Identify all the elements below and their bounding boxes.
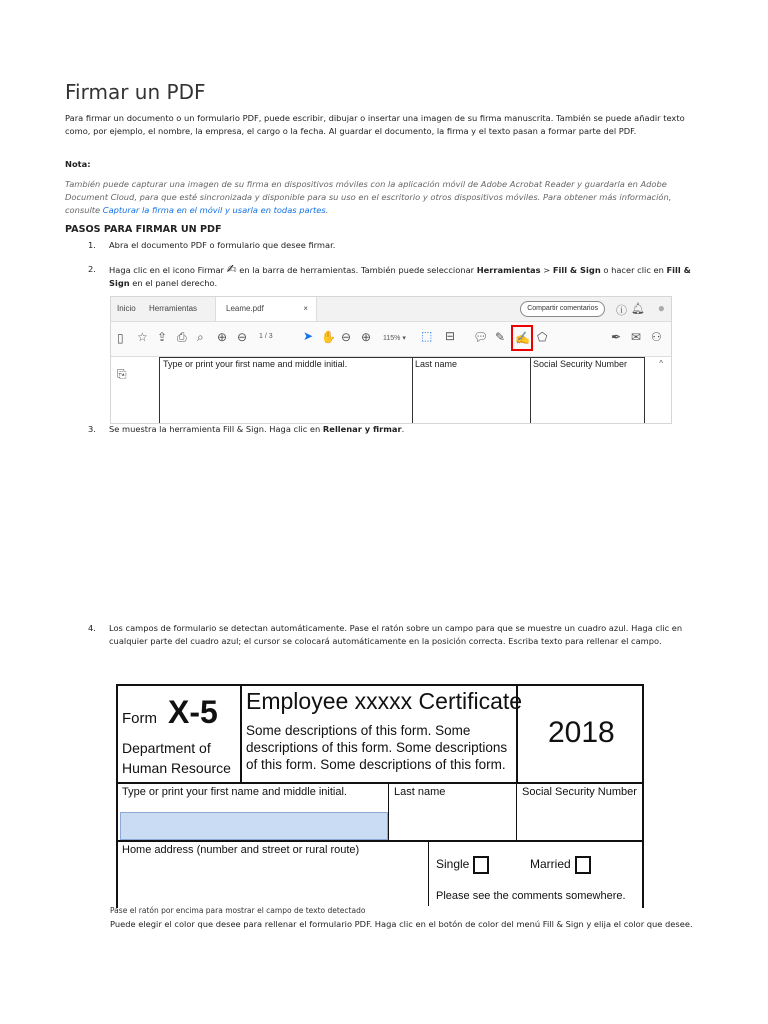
step-4: 4. Los campos de formulario se detectan automáticamente. Pase el ratón sobre un campo para que se muestre un cuadro azul. Haga clic en cualquier parte del cuadro azul; el cursor se colocará automáticamente en la posición correcta. Escriba texto para rellenar el campo. — [88, 623, 683, 646]
hand-icon[interactable]: ✋ — [321, 330, 336, 344]
acrobat-last-name-cell: Last name — [412, 357, 531, 424]
form-number: X-5 — [168, 694, 218, 730]
zoom-search-icon[interactable]: ⌕ — [197, 330, 204, 344]
scroll-up-icon[interactable]: ^ — [659, 359, 663, 368]
ssn-label: Social Security Number — [522, 786, 637, 798]
page-up-icon[interactable]: ⊕ — [217, 330, 228, 344]
acrobat-ssn-cell: Social Security Number — [533, 359, 628, 369]
upload-icon[interactable]: ⇪ — [157, 330, 168, 344]
stamp-icon[interactable]: ⬠ — [537, 330, 548, 344]
form-word: Form — [122, 710, 157, 727]
acrobat-tab-bar — [111, 297, 671, 322]
select-arrow-icon[interactable]: ➤ — [303, 329, 314, 343]
form-heading: Employee xxxxx Certificate — [246, 688, 523, 714]
page-icon[interactable]: ▯ — [117, 331, 124, 345]
married-checkbox[interactable] — [575, 856, 591, 874]
bell-icon[interactable]: 🔔︎ — [631, 303, 645, 315]
mobile-signature-link[interactable]: Capturar la firma en el móvil y usarla en todas partes — [102, 205, 326, 215]
married-option: Married — [530, 856, 591, 874]
acrobat-document-view — [111, 357, 671, 423]
form-year: 2018 — [548, 716, 615, 749]
first-name-field[interactable] — [120, 812, 388, 840]
star-icon[interactable]: ☆ — [137, 330, 148, 344]
acrobat-form-preview — [159, 357, 645, 423]
tab-tools[interactable]: Herramientas — [149, 304, 198, 313]
keyboard-icon[interactable]: ⊟ — [445, 329, 456, 343]
tab-home[interactable]: Inicio — [117, 304, 136, 313]
first-name-label: Type or print your first name and middle initial. — [122, 786, 347, 798]
account-icon[interactable]: ● — [657, 301, 665, 315]
close-tab-icon[interactable]: × — [303, 304, 308, 313]
fill-sign-icon[interactable]: ✒ — [611, 330, 622, 344]
sign-pen-icon: ✍ — [226, 262, 237, 276]
comment-icon[interactable]: 💬︎ — [473, 330, 489, 344]
mail-icon[interactable]: ✉ — [631, 330, 642, 344]
page-down-icon[interactable]: ⊖ — [237, 330, 248, 344]
note-label: Nota: — [65, 159, 91, 169]
step-1: 1. Abra el documento PDF o formulario que desee firmar. — [88, 240, 336, 250]
acrobat-screenshot — [110, 296, 672, 424]
sign-icon[interactable]: ✍ — [515, 331, 530, 345]
employee-form-sample — [110, 670, 644, 906]
last-name-label: Last name — [394, 786, 446, 798]
acrobat-first-name-cell: Type or print your first name and middle initial. — [160, 357, 413, 424]
section-title: PASOS PARA FIRMAR UN PDF — [65, 224, 222, 235]
fit-page-icon[interactable]: ⬚ — [421, 329, 433, 343]
zoom-out-icon[interactable]: ⊖ — [341, 330, 352, 344]
single-option: Single — [436, 856, 489, 874]
department-label: Department of Human Resource — [122, 740, 231, 776]
note-paragraph: También puede capturar una imagen de su firma en dispositivos móviles con la aplicación móvil de Adobe Acrobat Reader y guardarla en Adobe Document Cloud, para que esté sincronizada y disponible para su uso en el escritorio y otros dispositivos móviles. Para obtener más información, consulte Capturar la firma en el móvil y usarla en todas partes. — [65, 179, 672, 215]
print-icon[interactable]: ⎙ — [177, 330, 187, 344]
tab-file[interactable]: Leame.pdf × — [215, 297, 317, 321]
share-comments-button[interactable]: Compartir comentarios — [520, 301, 605, 317]
comments-note: Please see the comments somewhere. — [436, 890, 626, 902]
add-user-icon[interactable]: ⚇ — [651, 330, 662, 344]
home-address-label: Home address (number and street or rural route) — [122, 844, 360, 856]
step-3: 3. Se muestra la herramienta Fill & Sign. Haga clic en Rellenar y firmar. — [88, 424, 405, 434]
zoom-level-select[interactable]: 115% ▾ — [383, 335, 406, 342]
color-paragraph: Puede elegir el color que desee para rellenar el formulario PDF. Haga clic en el botón de color del menú Fill & Sign y elija el color que desee. — [110, 919, 693, 929]
step-2: 2. Haga clic en el icono Firmar ✍ en la barra de herramientas. También puede seleccionar Herramientas > Fill & Sign o hacer clic en Fill & Sign en el panel derecho. — [88, 262, 691, 288]
zoom-in-icon[interactable]: ⊕ — [361, 330, 372, 344]
intro-paragraph: Para firmar un documento o un formulario PDF, puede escribir, dibujar o insertar una imagen de su firma manuscrita. También se puede añadir texto como, por ejemplo, el nombre, la empresa, el cargo o la fecha. Al guardar el documento, la firma y el texto pasan a formar parte del PDF. — [65, 113, 685, 136]
form-caption: Pase el ratón por encima para mostrar el campo de texto detectado — [110, 906, 366, 915]
page-title: Firmar un PDF — [65, 80, 206, 104]
page-number[interactable]: 1 / 3 — [259, 333, 273, 340]
acrobat-toolbar — [111, 322, 671, 357]
form-description: Some descriptions of this form. Some descriptions of this form. Some descriptions of this form. Some descriptions of this form. — [246, 723, 508, 772]
pencil-icon[interactable]: ✎ — [495, 330, 506, 344]
pages-panel-icon[interactable]: ⎘ — [117, 367, 127, 381]
help-icon[interactable]: ⓘ — [616, 305, 627, 317]
single-checkbox[interactable] — [473, 856, 489, 874]
